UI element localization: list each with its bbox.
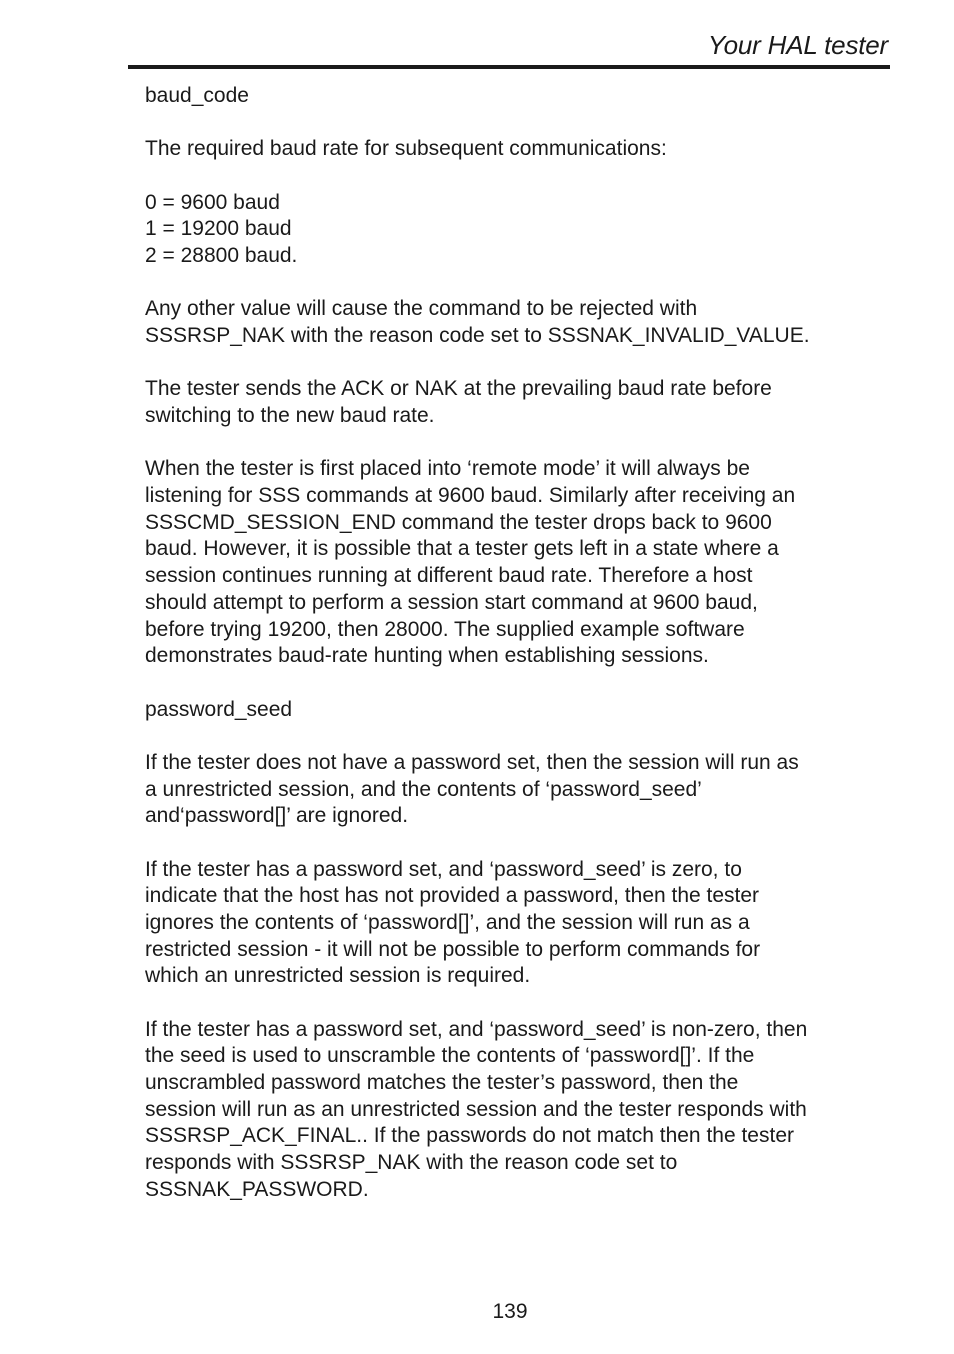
baud-code-values-list: 0 = 9600 baud 1 = 19200 baud 2 = 28800 baud. [145, 190, 298, 267]
page-body [145, 83, 885, 1204]
remote-mode-paragraph: When the tester is first placed into ‘remote mode’ it will always be listening for SSS commands at 9600 baud. Similarly after receiving an SSSCMD_SESSION_END command the tester drops back to 9600 baud. However, it is possible that a tester gets left in a state where a session continues running at different baud rate. Therefore a host should attempt to perform a session start command at 9600 baud, before trying 19200, then 28000. The supplied example software demonstrates baud-rate hunting when establishing sessions. [145, 457, 796, 668]
nonzero-seed-paragraph: If the tester has a password set, and ‘password_seed’ is non-zero, then the seed is used to unscramble the contents of ‘password[]’. If the unscrambled password matches the tester’s password, then the session will run as an unrestricted session and the tester responds with SSSRSP_ACK_FINAL.. If the passwords do not match then the tester responds with SSSRSP_NAK with the reason code set to SSSNAK_PASSWORD. [145, 1017, 808, 1201]
no-password-paragraph: If the tester does not have a password set, then the session will run as a unrestricted session, and the contents of ‘password_seed’ and‘password[]’ are ignored. [145, 750, 799, 828]
field-name-baud-code: baud_code [145, 84, 249, 107]
invalid-value-paragraph: Any other value will cause the command to be rejected with SSSRSP_NAK with the reason code set to SSSNAK_INVALID_VALUE. [145, 297, 810, 347]
field-name-password-seed: password_seed [145, 697, 293, 721]
ack-nak-paragraph: The tester sends the ACK or NAK at the prevailing baud rate before switching to the new baud rate. [145, 377, 772, 427]
page-header-title: Your HAL tester [707, 30, 888, 60]
header-divider [128, 65, 890, 69]
page-number: 139 [492, 1300, 528, 1323]
zero-seed-paragraph: If the tester has a password set, and ‘password_seed’ is zero, to indicate that the host has not provided a password, then the tester ignores the contents of ‘password[]’, and the session will run as a restricted session - it will not be possible to perform commands for which an unrestricted session is required. [145, 857, 761, 988]
baud-code-description: The required baud rate for subsequent communications: [145, 137, 667, 161]
